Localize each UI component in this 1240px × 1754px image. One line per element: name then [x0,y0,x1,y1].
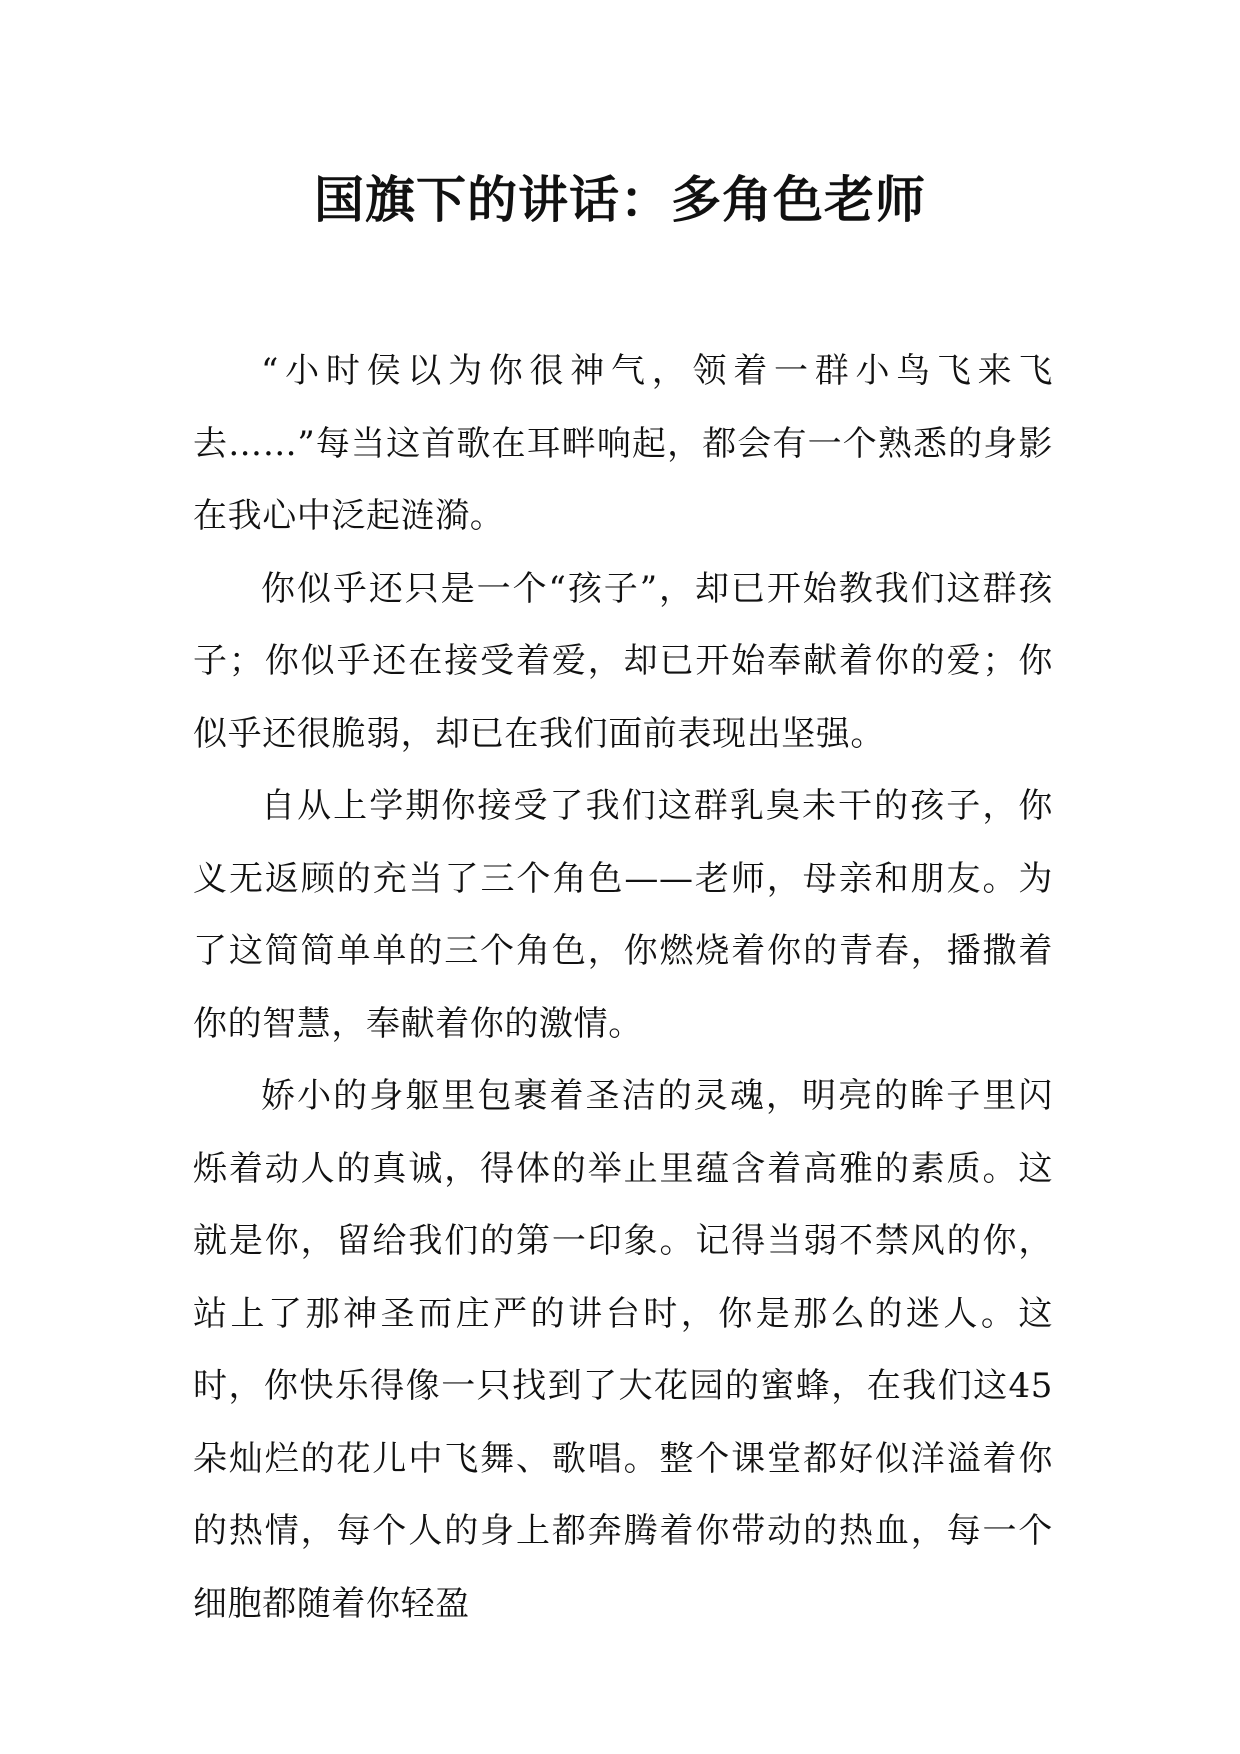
document-body [193,335,1053,1640]
paragraph: “小时侯以为你很神气，领着一群小鸟飞来飞去……”每当这首歌在耳畔响起，都会有一个熟悉的身影在我心中泛起涟漪。 [193,351,1053,536]
paragraph: 娇小的身躯里包裹着圣洁的灵魂，明亮的眸子里闪烁着动人的真诚，得体的举止里蕴含着高雅的素质。这就是你，留给我们的第一印象。记得当弱不禁风的你，站上了那神圣而庄严的讲台时，你是那么的迷人。这时，你快乐得像一只找到了大花园的蜜蜂，在我们这45朵灿烂的花儿中飞舞、歌唱。整个课堂都好似洋溢着你的热情，每个人的身上都奔腾着你带动的热血，每一个细胞都随着你轻盈 [193,1076,1053,1624]
paragraph: 自从上学期你接受了我们这群乳臭未干的孩子，你义无返顾的充当了三个角色——老师，母亲和朋友。为了这简简单单的三个角色，你燃烧着你的青春，播撒着你的智慧，奉献着你的激情。 [193,786,1053,1044]
paragraph: 你似乎还只是一个“孩子”，却已开始教我们这群孩子；你似乎还在接受着爱，却已开始奉献着你的爱；你似乎还很脆弱，却已在我们面前表现出坚强。 [193,568,1053,754]
document-title: 国旗下的讲话：多角色老师 [314,171,926,229]
